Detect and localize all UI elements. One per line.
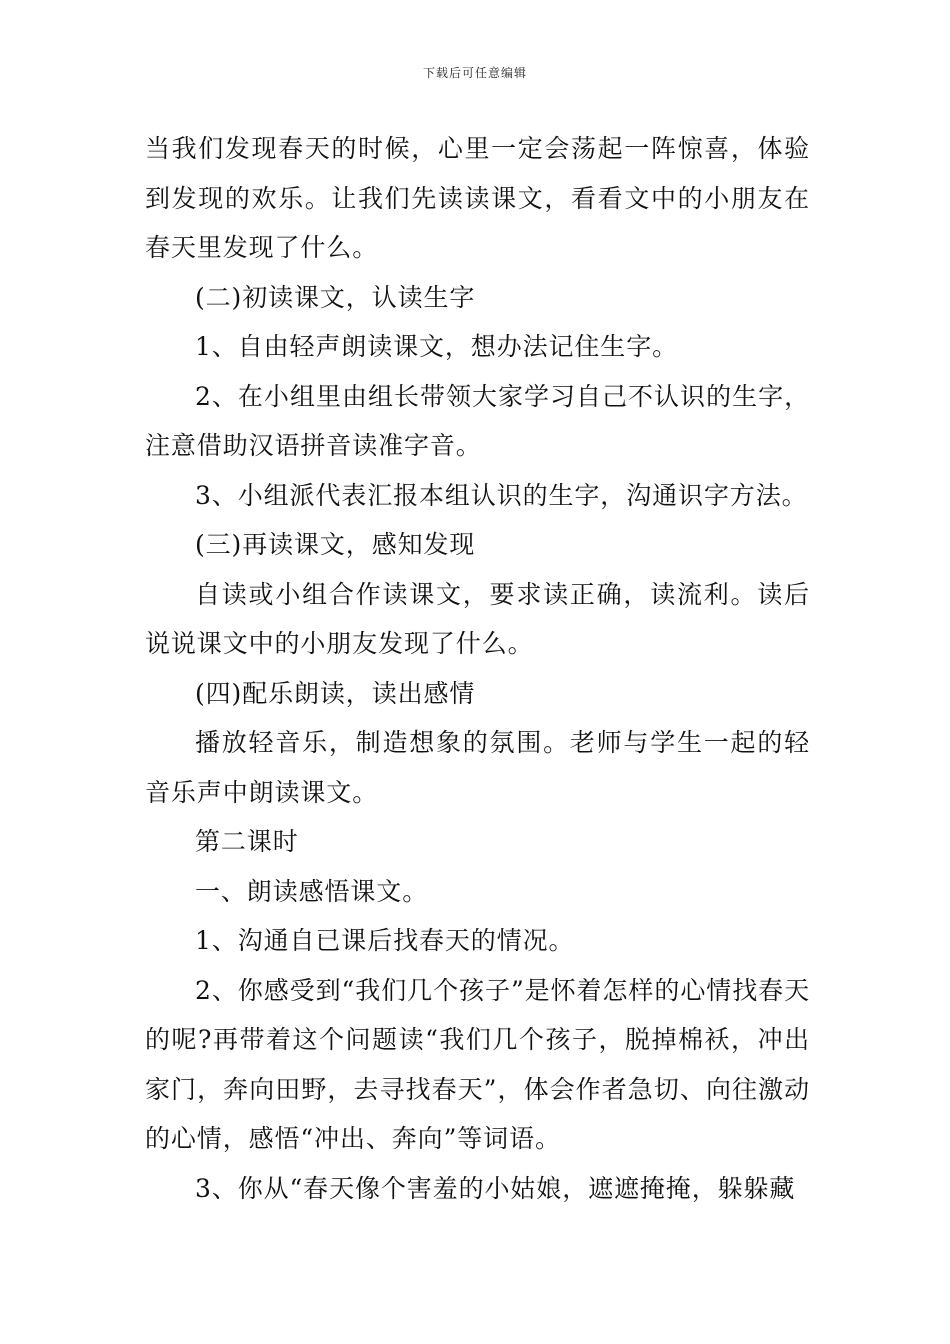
paragraph-self-reading: 自读或小组合作读课文，要求读正确，读流利。读后说说课文中的小朋友发现了什么。 xyxy=(145,579,810,658)
section-heading-reread: (三)再读课文，感知发现 xyxy=(195,530,476,559)
lesson-heading-second: 第二课时 xyxy=(195,827,299,856)
section-heading-music-reading: (四)配乐朗读，读出感情 xyxy=(195,678,476,708)
list-item-step-3: 3、小组派代表汇报本组认识的生字，沟通识字方法。 xyxy=(195,480,808,510)
paragraph-intro: 当我们发现春天的时候，心里一定会荡起一阵惊喜，体验到发现的欢乐。让我们先读读课文，看看文中的小朋友在春天里发现了什么。 xyxy=(145,134,810,262)
list-item-shy-girl: 3、你从“春天像个害羞的小姑娘，遮遮掩掩，躲躲藏 xyxy=(195,1173,796,1203)
page-header: 下载后可任意编辑 xyxy=(422,66,527,80)
section-heading-reading-comprehension: 一、朗读感悟课文。 xyxy=(195,876,429,906)
list-item-feelings: 2、你感受到“我们几个孩子”是怀着怎样的心情找春天的呢?再带着这个问题读“我们几个孩子，脱掉棉袄，冲出家门，奔向田野，去寻找春天”，体会作者急切、向往激动的心情，感悟“冲出、奔向”等词语。 xyxy=(145,975,810,1153)
list-item-step-1: 1、自由轻声朗读课文，想办法记住生字。 xyxy=(195,332,679,361)
paragraph-music: 播放轻音乐，制造想象的氛围。老师与学生一起的轻音乐声中朗读课文。 xyxy=(145,728,810,807)
list-item-step-2: 2、在小组里由组长带领大家学习自己不认识的生字，注意借助汉语拼音读准字音。 xyxy=(145,381,810,460)
list-item-communicate: 1、沟通自已课后找春天的情况。 xyxy=(195,926,575,955)
section-heading-first-reading: (二)初读课文，认读生字 xyxy=(195,282,476,312)
document-body xyxy=(145,124,810,1213)
